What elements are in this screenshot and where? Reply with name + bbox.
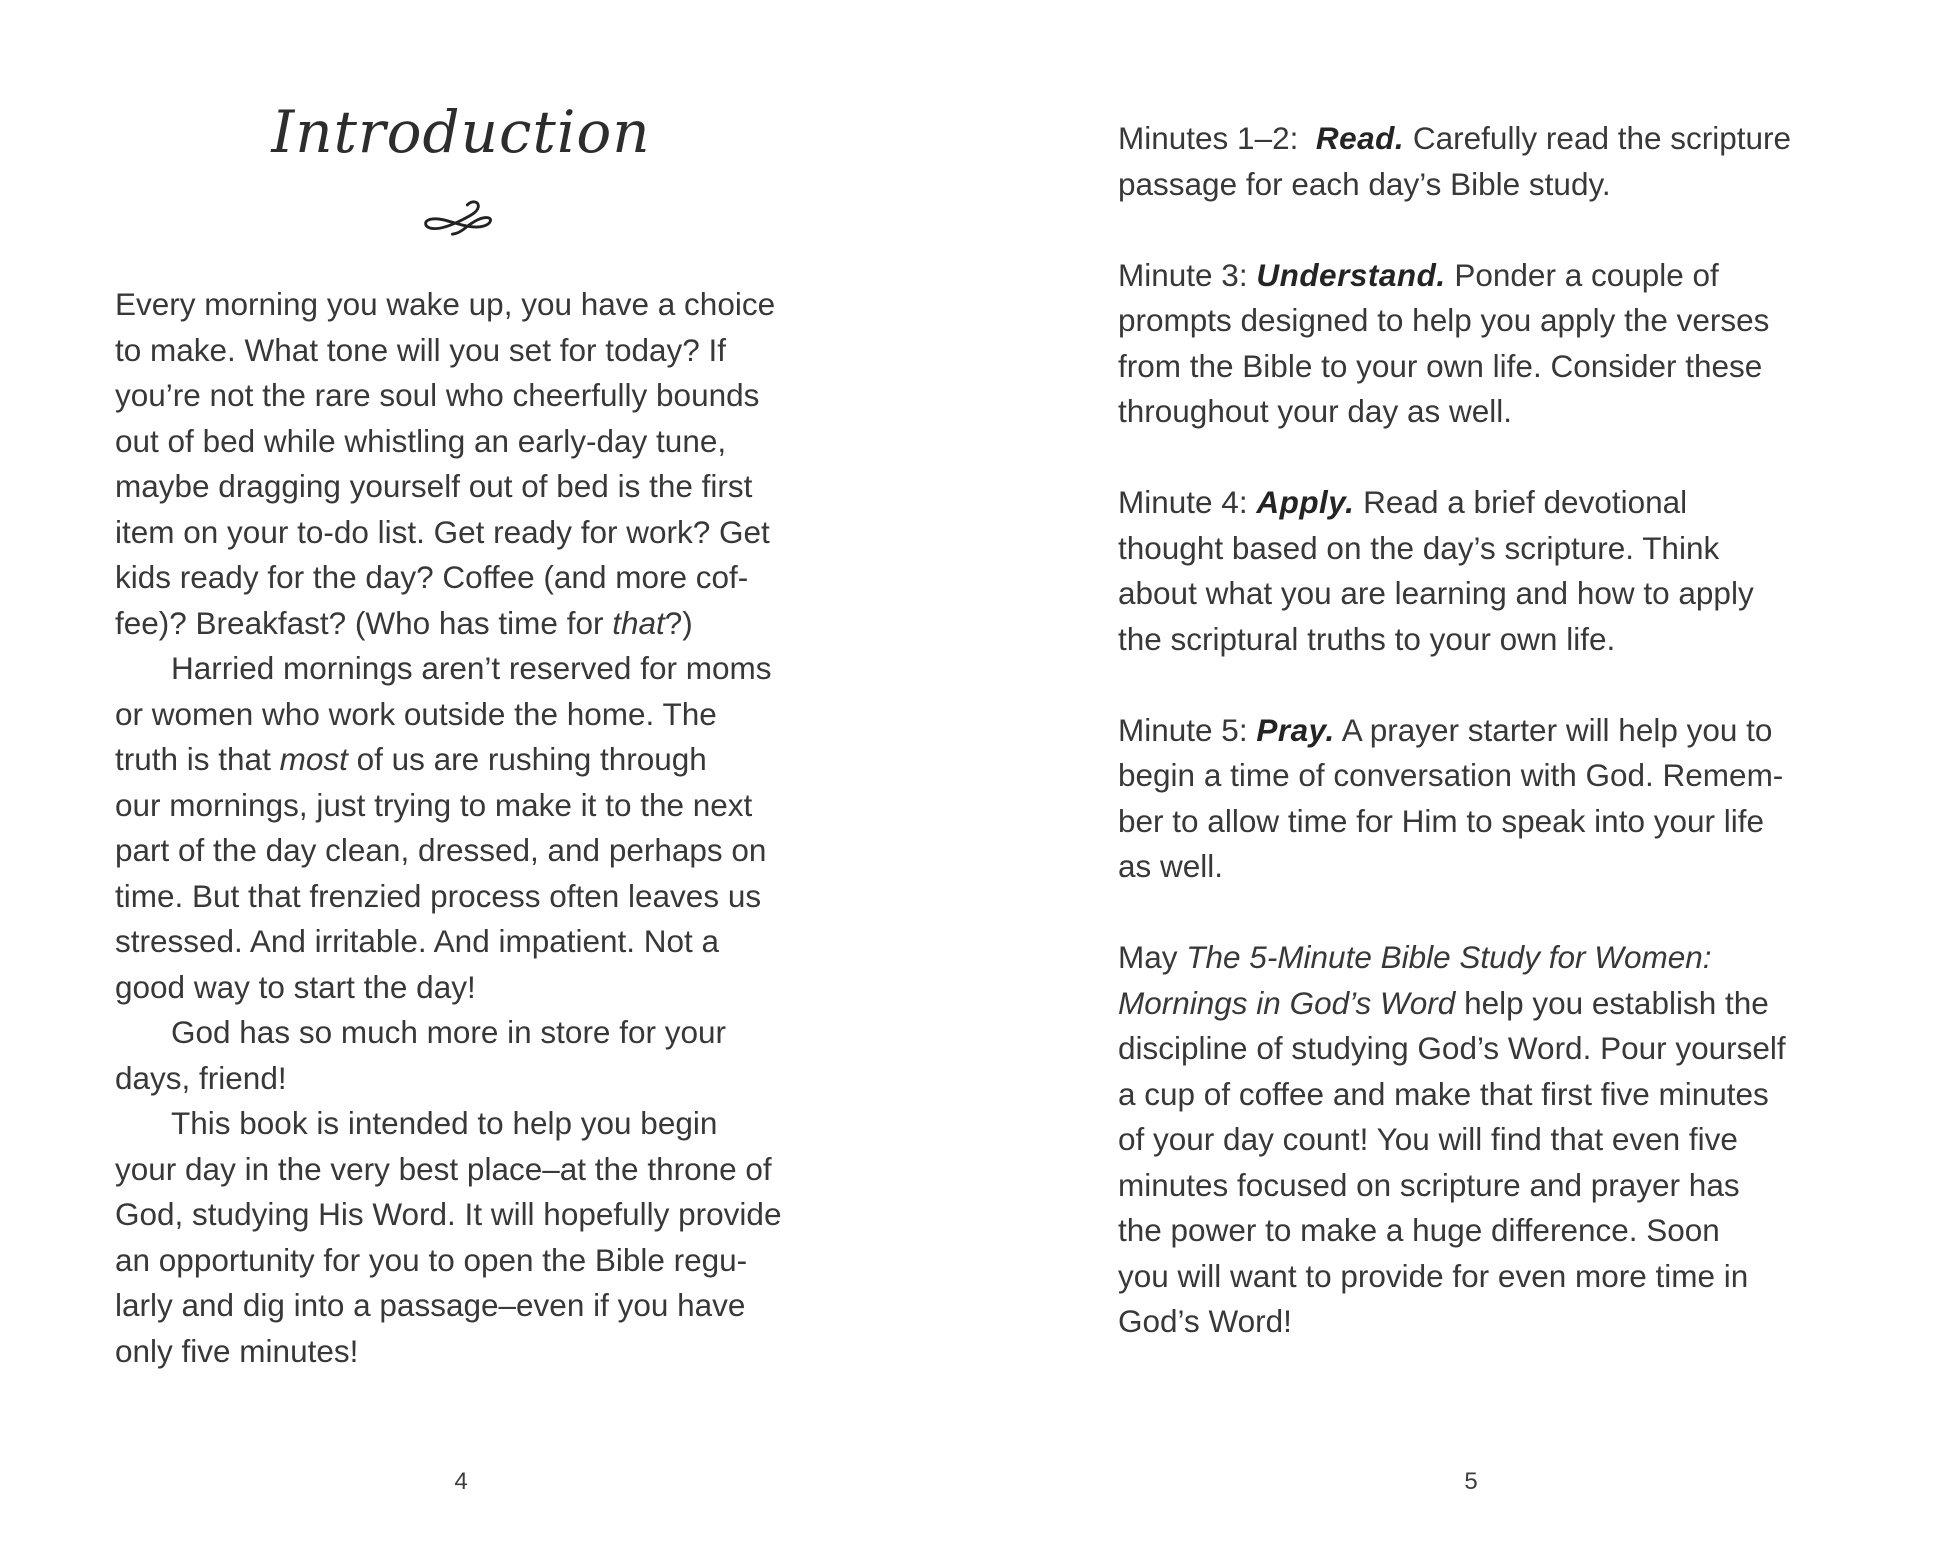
paragraph xyxy=(1118,935,1824,1345)
text-line: begin a time of conversation with God. Remem- xyxy=(1118,757,1784,793)
text-line: God, studying His Word. It will hopefully provide xyxy=(115,1196,782,1232)
text-line: days, friend! xyxy=(115,1059,287,1096)
text-line: or women who work outside the home. The xyxy=(115,695,717,732)
paragraph xyxy=(1118,116,1824,207)
text-line: an opportunity for you to open the Bible regu- xyxy=(115,1241,748,1278)
text-line: item on your to-do list. Get ready for work? Get xyxy=(115,513,770,550)
text-line: ber to allow time for Him to speak into your life xyxy=(1118,802,1765,839)
text-line: May The 5-Minute Bible Study for Women: xyxy=(1118,939,1712,975)
text-line: larly and dig into a passage–even if you have xyxy=(115,1287,746,1323)
text-line: fee)? Breakfast? (Who has time for that?) xyxy=(115,604,693,641)
paragraph xyxy=(1118,253,1824,435)
text-line: throughout your day as well. xyxy=(1118,393,1512,429)
right-page-body xyxy=(1118,116,1824,1345)
text-line: Minutes 1–2: Read. Carefully read the scripture xyxy=(1118,120,1792,156)
text-line: This book is intended to help you begin xyxy=(171,1105,718,1141)
paragraph xyxy=(1118,480,1824,662)
paragraph xyxy=(115,282,807,646)
text-line: time. But that frenzied process often leaves us xyxy=(115,877,762,914)
text-line: of your day count! You will find that even five xyxy=(1118,1121,1738,1157)
page-number-left: 4 xyxy=(454,1468,468,1495)
text-line: Mornings in God’s Word help you establish the xyxy=(1118,984,1769,1021)
text-line: the power to make a huge difference. Soon xyxy=(1118,1212,1720,1248)
paragraph xyxy=(115,1101,807,1374)
text-line: passage for each day’s Bible study. xyxy=(1118,165,1611,202)
text-line: good way to start the day! xyxy=(115,968,476,1005)
text-line: about what you are learning and how to apply xyxy=(1118,575,1754,611)
text-line: Harried mornings aren’t reserved for moms xyxy=(171,650,772,686)
text-line: God’s Word! xyxy=(1118,1303,1292,1339)
right-page xyxy=(1118,0,1824,1568)
text-line: out of bed while whistling an early-day tune, xyxy=(115,422,727,459)
text-line: God has so much more in store for your xyxy=(171,1014,726,1050)
text-line: only five minutes! xyxy=(115,1332,359,1369)
text-line: a cup of coffee and make that first five minutes xyxy=(1118,1075,1769,1112)
text-line: maybe dragging yourself out of bed is the first xyxy=(115,468,753,504)
text-line: Every morning you wake up, you have a choice xyxy=(115,286,776,322)
text-line: our mornings, just trying to make it to the next xyxy=(115,786,753,823)
text-line: Minute 4: Apply. Read a brief devotional xyxy=(1118,484,1688,520)
text-line: discipline of studying God’s Word. Pour yourself xyxy=(1118,1030,1786,1066)
text-line: you will want to provide for even more time in xyxy=(1118,1257,1749,1294)
paragraph xyxy=(1118,708,1824,890)
text-line: Minute 5: Pray. A prayer starter will help you to xyxy=(1118,711,1773,748)
text-line: truth is that most of us are rushing through xyxy=(115,741,707,777)
left-page-body xyxy=(115,282,807,1374)
text-line: Minute 3: Understand. Ponder a couple of xyxy=(1118,256,1719,293)
chapter-title: Introduction xyxy=(271,98,651,166)
text-line: minutes focused on scripture and prayer has xyxy=(1118,1166,1740,1203)
page-number-right: 5 xyxy=(1464,1468,1478,1495)
text-line: thought based on the day’s scripture. Think xyxy=(1118,529,1720,566)
flourish-ornament-icon xyxy=(418,198,504,244)
text-line: stressed. And irritable. And impatient. Not a xyxy=(115,923,720,959)
text-line: from the Bible to your own life. Consider these xyxy=(1118,347,1763,384)
text-line: to make. What tone will you set for today? If xyxy=(115,331,727,368)
text-line: kids ready for the day? Coffee (and more cof- xyxy=(115,559,749,595)
paragraph xyxy=(115,646,807,1010)
text-line: as well. xyxy=(1118,848,1224,884)
text-line: your day in the very best place–at the throne of xyxy=(115,1150,772,1187)
text-line: the scriptural truths to your own life. xyxy=(1118,620,1616,657)
left-page xyxy=(115,0,807,1568)
text-line: you’re not the rare soul who cheerfully bounds xyxy=(115,377,760,413)
text-line: part of the day clean, dressed, and perhaps on xyxy=(115,832,767,868)
text-line: prompts designed to help you apply the verses xyxy=(1118,302,1770,338)
paragraph xyxy=(115,1010,807,1101)
